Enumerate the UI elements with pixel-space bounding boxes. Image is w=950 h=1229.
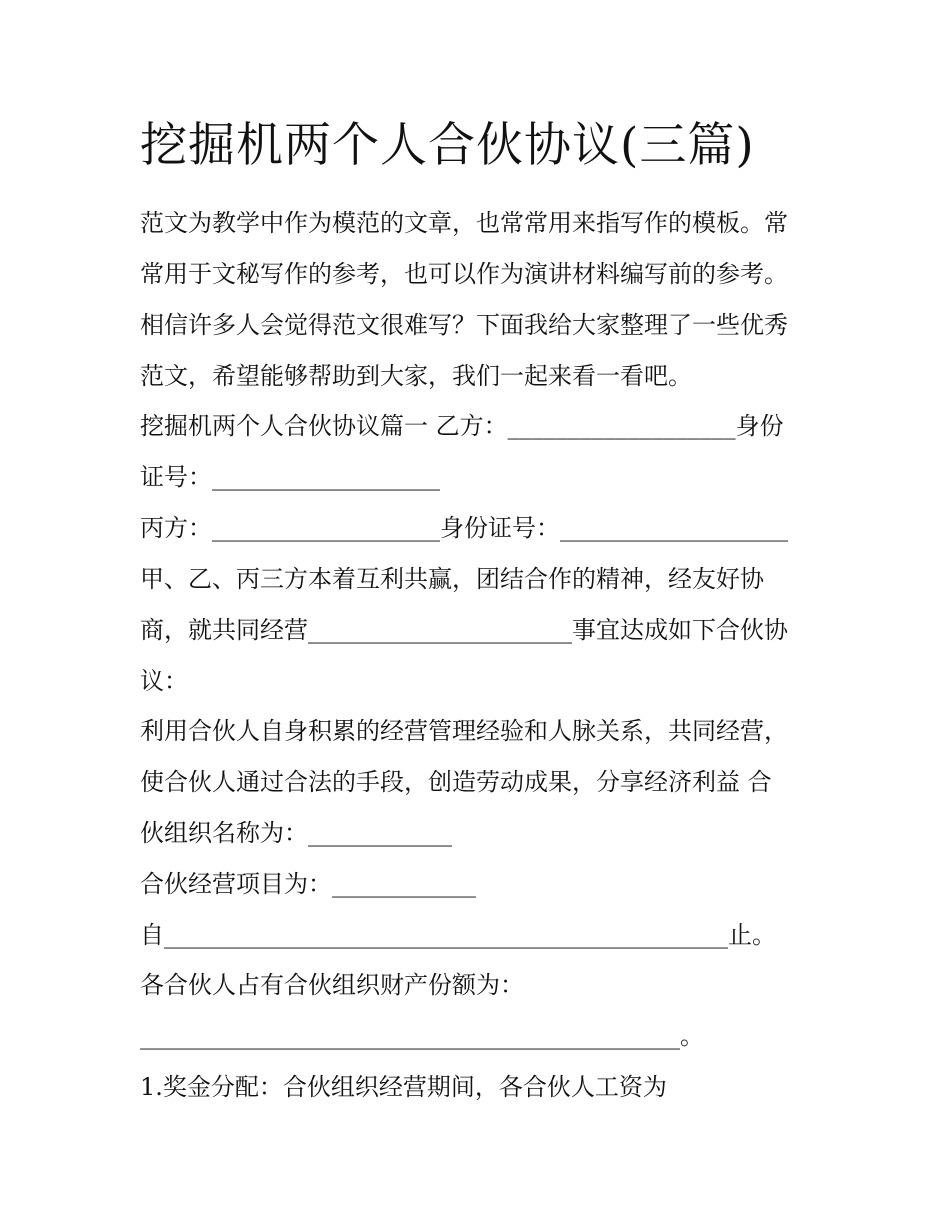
paragraph-line: 自_______________________________________________止。 <box>140 921 776 949</box>
paragraph-line: 挖掘机两个人合伙协议篇一 乙方：___________________身份 <box>140 412 784 440</box>
paragraph-line: 伙组织名称为：____________ <box>140 819 452 847</box>
paragraph-line: 范文为教学中作为模范的文章，也常常用来指写作的模板。常 <box>140 209 788 237</box>
paragraph-line: 1.奖金分配：合伙组织经营期间，各合伙人工资为 <box>140 1073 667 1101</box>
paragraph-line: 商，就共同经营______________________事宜达成如下合伙协 <box>140 616 788 644</box>
paragraph-line: _____________________________________________。 <box>140 1022 704 1050</box>
paragraph-line: 相信许多人会觉得范文很难写？下面我给大家整理了一些优秀 <box>140 311 788 339</box>
paragraph-line: 丙方：___________________身份证号：___________________ <box>140 514 788 542</box>
paragraph-line: 议： <box>140 667 188 695</box>
paragraph-line: 合伙经营项目为：____________ <box>140 870 476 898</box>
paragraph-line: 甲、乙、丙三方本着互利共赢，团结合作的精神，经友好协 <box>140 565 764 593</box>
document-title: 挖掘机两个人合伙协议(三篇) <box>140 118 755 173</box>
paragraph-line: 范文，希望能够帮助到大家，我们一起来看一看吧。 <box>140 362 692 390</box>
paragraph-line: 常用于文秘写作的参考，也可以作为演讲材料编写前的参考。 <box>140 260 788 288</box>
paragraph-line: 使合伙人通过合法的手段，创造劳动成果，分享经济利益 合 <box>140 768 772 796</box>
paragraph-line: 证号：___________________ <box>140 463 440 491</box>
paragraph-line: 利用合伙人自身积累的经营管理经验和人脉关系，共同经营， <box>140 717 788 745</box>
paragraph-line: 各合伙人占有合伙组织财产份额为： <box>140 971 524 999</box>
